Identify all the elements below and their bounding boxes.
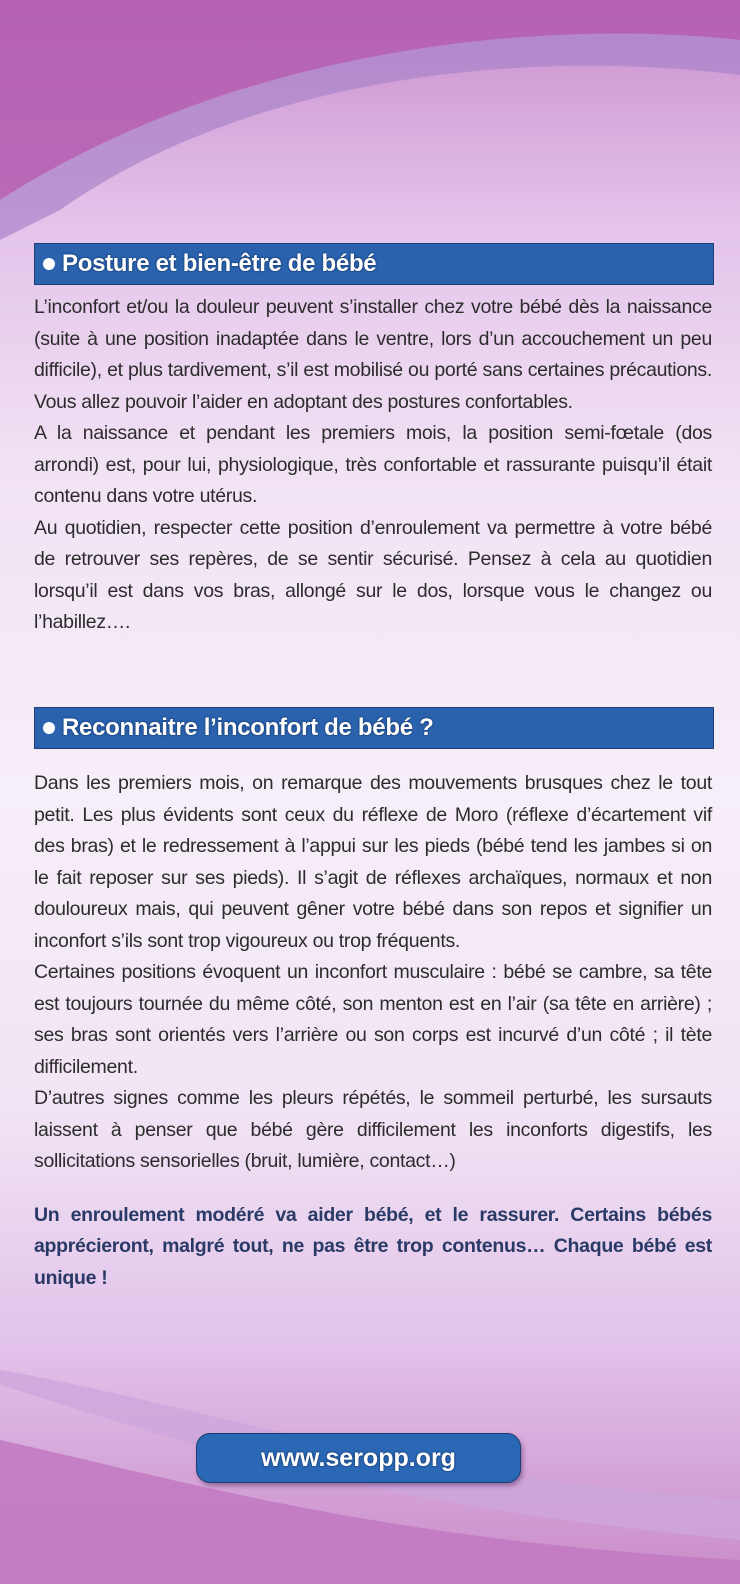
section-header-inconfort xyxy=(34,707,714,749)
section-title: Reconnaitre l’inconfort de bébé ? xyxy=(62,714,434,741)
bullet-icon xyxy=(43,258,55,270)
paragraph: D’autres signes comme les pleurs répétés, le sommeil perturbé, les sursauts laissent à penser que bébé gère difficilement les inconforts digestifs, les sollicitations sensorielles (bruit, lumière, contact…) xyxy=(34,1087,712,1172)
bullet-icon xyxy=(43,722,55,734)
paragraph: Dans les premiers mois, on remarque des mouvements brusques chez le tout petit. Les plus évidents sont ceux du réflexe de Moro (réflexe d’écartement vif des bras) et le redressement à l’appui sur les pieds (bébé tend les jambes si on le fait reposer sur ses pieds). Il s’agit de réflexes archaïques, normaux et non douloureux mais, qui peuvent gêner votre bébé dans son repos et signifier un inconfort s’ils sont trop vigoureux ou trop fréquents. xyxy=(34,772,712,952)
section-body-inconfort xyxy=(34,768,712,1294)
paragraph: A la naissance et pendant les premiers mois, la position semi-fœtale (dos arrondi) est, pour lui, physiologique, très confortable et rassurante puisqu’il était contenu dans votre utérus. xyxy=(34,422,712,507)
website-link[interactable] xyxy=(196,1433,521,1483)
section-title: Posture et bien-être de bébé xyxy=(62,250,377,277)
website-url[interactable]: www.seropp.org xyxy=(261,1443,456,1472)
paragraph: Au quotidien, respecter cette position d’enroulement va permettre à votre bébé de retrouver ses repères, de se sentir sécurisé. Pensez à cela au quotidien lorsqu’il est dans vos bras, allongé sur le dos, lorsque vous le changez ou l’habillez…. xyxy=(34,516,712,633)
section-header-posture xyxy=(34,243,714,285)
paragraph: L’inconfort et/ou la douleur peuvent s’installer chez votre bébé dès la naissance (suite à une position inadaptée dans le ventre, lors d’un accouchement un peu difficile), et plus tardivement, s’il est mobilisé ou porté sans certaines précautions. Vous allez pouvoir l’aider en adoptant des postures confortables. xyxy=(34,296,712,413)
section-body-posture xyxy=(34,292,712,639)
emphasis-note: Un enroulement modéré va aider bébé, et le rassurer. Certains bébés apprécieront, malgré tout, ne pas être trop contenus… Chaque bébé est unique ! xyxy=(34,1203,712,1289)
paragraph: Certaines positions évoquent un inconfort musculaire : bébé se cambre, sa tête est toujours tournée du même côté, son menton est en l’air (sa tête en arrière) ; ses bras sont orientés vers l’arrière ou son corps est incurvé d’un côté ; il tète difficilement. xyxy=(34,961,712,1078)
